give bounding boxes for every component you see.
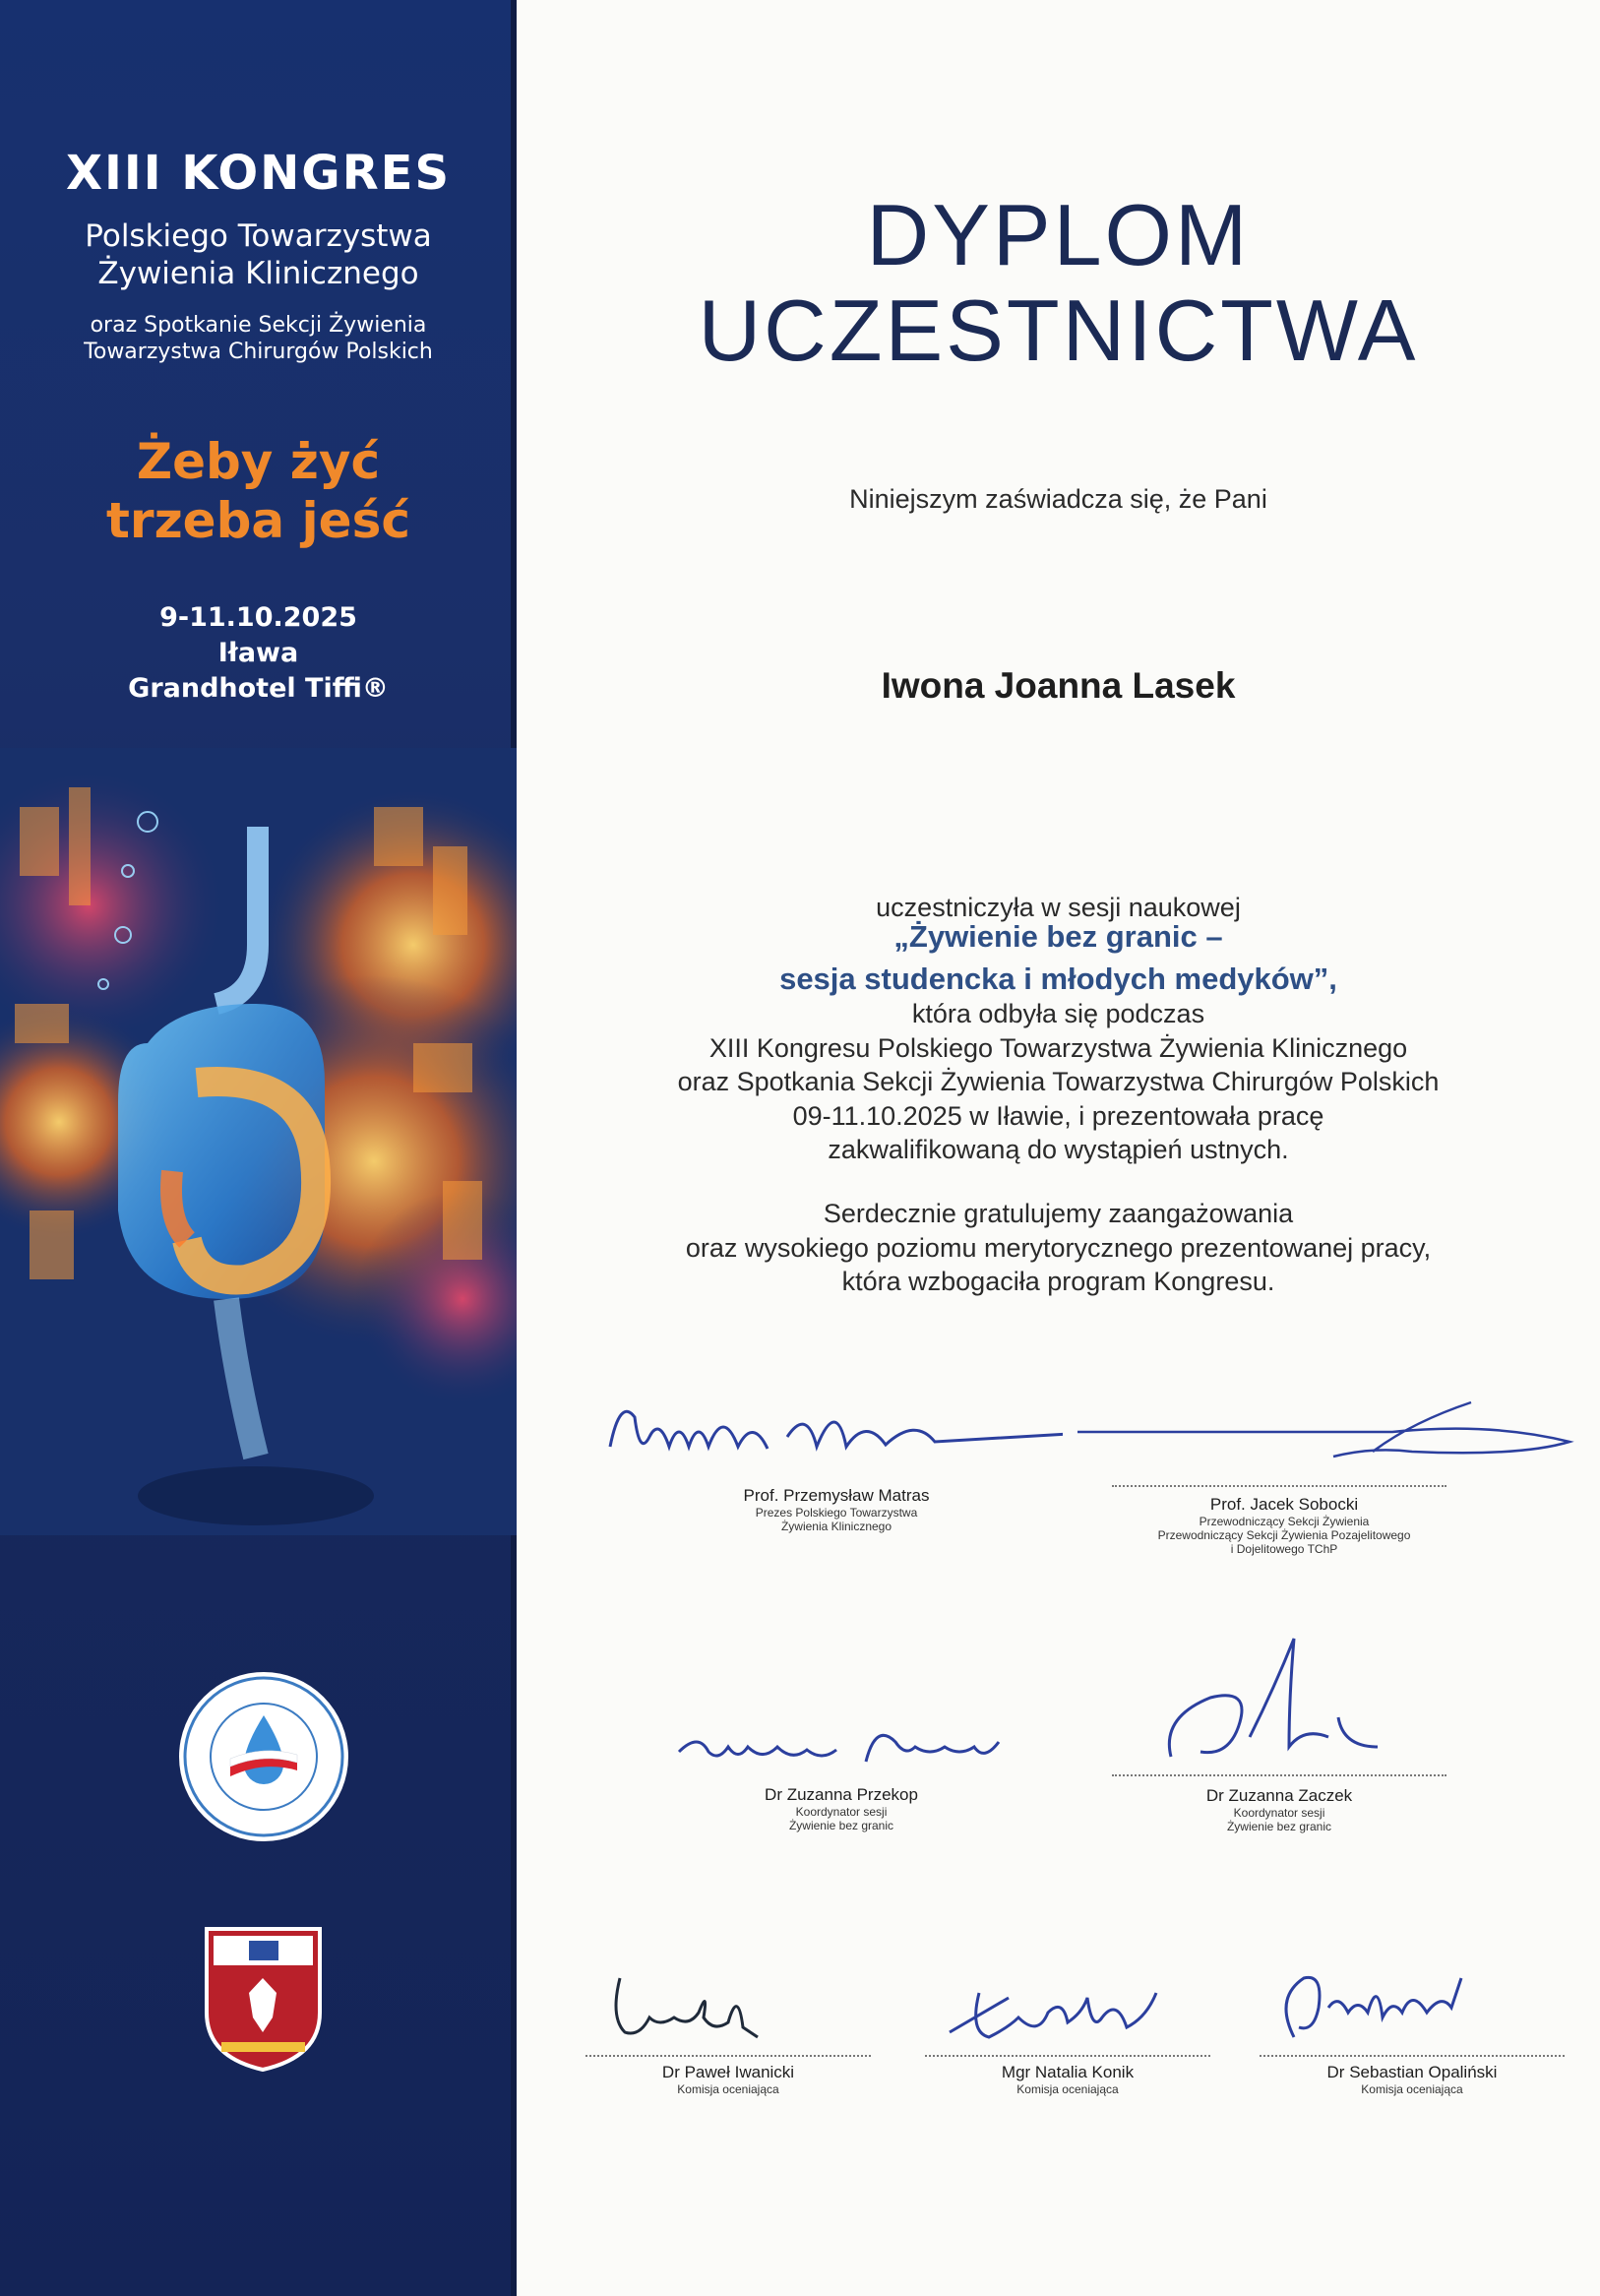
signature-block-zaczek <box>1092 1629 1466 1875</box>
signer-role: Komisja oceniająca <box>677 2082 779 2096</box>
signature-block-matras <box>590 1378 1063 1575</box>
signature-line <box>585 2055 871 2057</box>
signer-role: Komisja oceniająca <box>1016 2082 1119 2096</box>
diploma-title-line2: UCZESTNICTWA <box>698 281 1419 379</box>
body-line3: 09-11.10.2025 w Iławie, i prezentowała pracę <box>792 1101 1324 1131</box>
congress-date: 9-11.10.2025 <box>159 602 357 633</box>
signer-role: Żywienie bez granic <box>1226 1820 1332 1833</box>
signer-role: Koordynator sesji <box>1233 1806 1325 1820</box>
congrats-line2: oraz wysokiego poziomu merytorycznego prezentowanej pracy, <box>685 1233 1432 1263</box>
signer-name: Prof. Przemysław Matras <box>743 1486 930 1505</box>
signer-role: Przewodniczący Sekcji Żywienia Pozajelitowego <box>1157 1528 1411 1542</box>
signer-role: Koordynator sesji <box>795 1805 888 1819</box>
slogan-line1: Żeby żyć <box>136 433 381 490</box>
signature-line <box>925 2055 1210 2057</box>
section-meeting-line1: oraz Spotkanie Sekcji Żywienia <box>90 313 427 338</box>
handwritten-signature-opalinski <box>1255 1958 1569 2047</box>
congress-banner <box>0 0 517 2296</box>
intro-text: Niniejszym zaświadcza się, że Pani <box>849 484 1267 514</box>
signer-role: Komisja oceniająca <box>1361 2082 1463 2096</box>
handwritten-signature-matras <box>590 1378 1063 1486</box>
held-text: która odbyła się podczas <box>911 999 1205 1028</box>
handwritten-signature-iwanicki <box>581 1958 876 2047</box>
signer-role: Przewodniczący Sekcji Żywienia <box>1199 1515 1370 1528</box>
handwritten-signature-zaczek <box>1092 1629 1466 1776</box>
society-name-line2: Żywienia Klinicznego <box>97 256 419 291</box>
congrats-line1: Serdecznie gratulujemy zaangażowania <box>823 1199 1294 1228</box>
signature-line <box>1260 2055 1565 2057</box>
handwritten-signature-przekop <box>630 1703 1053 1781</box>
signer-name: Dr Zuzanna Przekop <box>765 1785 918 1804</box>
participation-text: uczestniczyła w sesji naukowej <box>876 893 1241 922</box>
diploma-title-line1: DYPLOM <box>866 186 1251 283</box>
signature-line <box>1112 1485 1446 1487</box>
congress-title: XIII KONGRES <box>65 146 452 201</box>
signer-role: i Dojelitowego TChP <box>1230 1542 1338 1556</box>
body-line2: oraz Spotkania Sekcji Żywienia Towarzystwa Chirurgów Polskich <box>677 1067 1440 1096</box>
section-meeting-line2: Towarzystwa Chirurgów Polskich <box>84 340 433 364</box>
university-crest <box>202 1924 325 2072</box>
signer-name: Mgr Natalia Konik <box>1001 2063 1135 2081</box>
signer-name: Dr Sebastian Opaliński <box>1326 2063 1498 2081</box>
signer-role: Żywienia Klinicznego <box>780 1520 892 1533</box>
ptzk-logo <box>175 1668 352 1845</box>
signature-line <box>1112 1774 1446 1776</box>
signer-name: Prof. Jacek Sobocki <box>1209 1495 1359 1514</box>
body-line4: zakwalifikowaną do wystąpień ustnych. <box>828 1135 1289 1164</box>
session-title-line2: sesja studencka i młodych medyków”, <box>779 962 1337 996</box>
congrats-line3: która wzbogaciła program Kongresu. <box>841 1267 1275 1296</box>
congress-venue: Grandhotel Tiffi® <box>128 673 389 704</box>
signer-name: Dr Paweł Iwanicki <box>661 2063 795 2081</box>
society-name-line1: Polskiego Towarzystwa <box>85 218 432 254</box>
session-title-line1: „Żywienie bez granic – <box>893 919 1223 954</box>
congress-city: Iława <box>217 638 299 668</box>
slogan-line2: trzeba jeść <box>106 492 410 549</box>
signature-block-iwanicki <box>581 1958 876 2106</box>
signature-block-konik <box>920 1958 1215 2106</box>
stomach-illustration <box>0 748 517 1535</box>
handwritten-signature-sobocki <box>1077 1383 1589 1491</box>
body-line1: XIII Kongresu Polskiego Towarzystwa Żywienia Klinicznego <box>708 1033 1408 1063</box>
recipient-name: Iwona Joanna Lasek <box>881 665 1236 706</box>
signer-role: Prezes Polskiego Towarzystwa <box>755 1506 918 1520</box>
signature-block-opalinski <box>1255 1958 1569 2106</box>
signature-block-przekop <box>630 1703 1053 1870</box>
signature-block-sobocki <box>1077 1383 1589 1589</box>
signer-name: Dr Zuzanna Zaczek <box>1205 1786 1353 1805</box>
handwritten-signature-konik <box>920 1958 1215 2047</box>
signer-role: Żywienie bez granic <box>788 1819 894 1832</box>
